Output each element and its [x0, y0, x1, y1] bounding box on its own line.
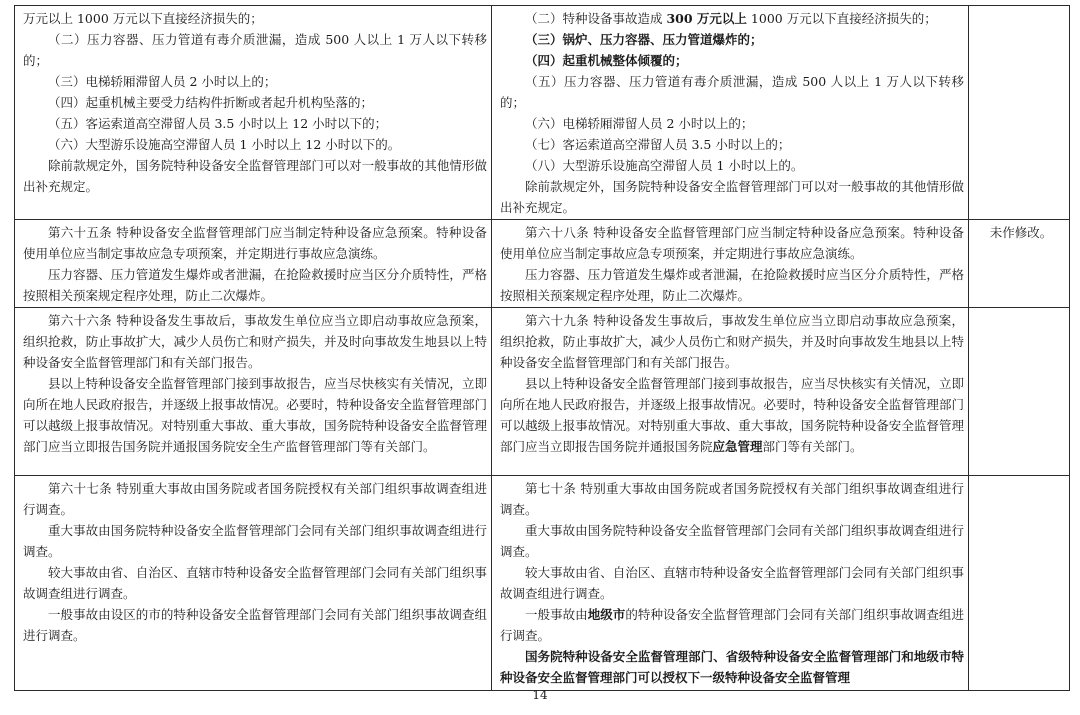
revised-text-cell: [492, 476, 969, 691]
original-paragraph: 较大事故由省、自治区、直辖市特种设备安全监督管理部门会同有关部门组织事故调查组进行调查。: [23, 565, 487, 601]
revised-paragraph: [500, 310, 964, 373]
original-text-cell: [15, 6, 492, 220]
original-text-cell: [15, 308, 492, 476]
original-paragraph: （四）起重机械主要受力结构件折断或者起升机构坠落的；: [48, 95, 374, 110]
revision-note-cell: [969, 308, 1070, 476]
original-paragraph: 第六十七条 特别重大事故由国务院或者国务院授权有关部门组织事故调查组进行调查。: [23, 481, 487, 517]
revised-paragraph: [500, 264, 964, 306]
text-run: 一般事故由: [525, 607, 588, 622]
text-run: 重大事故由国务院特种设备安全监督管理部门会同有关部门组织事故调查组进行调查。: [500, 523, 964, 559]
original-text-cell: [15, 476, 492, 691]
text-run: （五）压力容器、压力管道有毒介质泄漏，造成 500 人以上 1 万人以下转移的；: [500, 74, 964, 110]
revised-text-cell: [492, 220, 969, 308]
original-paragraph: 除前款规定外，国务院特种设备安全监督管理部门可以对一般事故的其他情形做出补充规定。: [23, 158, 487, 194]
revision-note-cell: 未作修改。: [969, 220, 1070, 308]
text-run: （六）电梯轿厢滞留人员 2 小时以上的；: [525, 116, 754, 131]
text-run: （七）客运索道高空滞留人员 3.5 小时以上的；: [525, 137, 791, 152]
original-paragraph: （六）大型游乐设施高空滞留人员 1 小时以上 12 小时以下的。: [48, 137, 401, 152]
original-paragraph: 第六十六条 特种设备发生事故后，事故发生单位应当立即启动事故应急预案，组织抢救，防止事故扩大，减少人员伤亡和财产损失，并及时向事故发生地县以上特种设备安全监督管理部门和有关部门报告。: [23, 313, 487, 370]
bold-change-run: 国务院特种设备安全监督管理部门、省级特种设备安全监督管理部门和地级市特种设备安全监督管理部门可以授权下一级特种设备安全监督管理: [500, 649, 964, 685]
revised-paragraph: [500, 373, 964, 457]
table-row: [15, 220, 1070, 308]
text-run: 县以上特种设备安全监督管理部门接到事故报告，应当尽快核实有关情况，立即向所在地人民政府报告，并逐级上报事故情况。必要时，特种设备安全监督管理部门可以越级上报事故情况。对特别重大事故、重大事故，国务院特种设备安全监督管理部门应当立即报告国务院并通报国务院: [500, 376, 964, 454]
revised-paragraph: [500, 176, 964, 218]
revised-paragraph: [500, 134, 964, 155]
revised-paragraph: [500, 562, 964, 604]
revised-paragraph: [500, 155, 964, 176]
revised-paragraph: [500, 604, 964, 646]
revision-note-cell: [969, 476, 1070, 691]
text-run: 第七十条 特别重大事故由国务院或者国务院授权有关部门组织事故调查组进行调查。: [500, 481, 964, 517]
revised-text-cell: [492, 308, 969, 476]
revised-paragraph: [500, 646, 964, 688]
revised-paragraph: [500, 29, 964, 50]
text-run: 部门等有关部门。: [762, 439, 863, 454]
original-paragraph: 县以上特种设备安全监督管理部门接到事故报告，应当尽快核实有关情况，立即向所在地人民政府报告，并逐级上报事故情况。必要时，特种设备安全监督管理部门可以越级上报事故情况。对特别重大事故、重大事故，国务院特种设备安全监督管理部门应当立即报告国务院并通报国务院安全生产监督管理部门等有关部门。: [23, 376, 487, 454]
text-run: 压力容器、压力管道发生爆炸或者泄漏，在抢险救援时应当区分介质特性，严格按照相关预案规定程序处理，防止二次爆炸。: [500, 267, 964, 303]
bold-change-run: 应急管理: [712, 439, 763, 454]
revised-paragraph: [500, 478, 964, 520]
text-run: （八）大型游乐设施高空滞留人员 1 小时以上的。: [525, 158, 804, 173]
revised-paragraph: [500, 222, 964, 264]
table-row: [15, 308, 1070, 476]
bold-change-run: 地级市: [587, 607, 626, 622]
revised-text-cell: [492, 6, 969, 220]
revision-note-cell: [969, 6, 1070, 220]
revised-paragraph: [500, 8, 964, 29]
text-run: 1000 万元以下直接经济损失的；: [746, 11, 937, 26]
original-text-cell: [15, 220, 492, 308]
comparison-table: [14, 5, 1070, 691]
revised-paragraph: [500, 50, 964, 71]
revised-paragraph: [500, 113, 964, 134]
text-run: 第六十九条 特种设备发生事故后，事故发生单位应当立即启动事故应急预案，组织抢救，防止事故扩大，减少人员伤亡和财产损失，并及时向事故发生地县以上特种设备安全监督管理部门和有关部门报告。: [500, 313, 964, 370]
comparison-table-body: [15, 6, 1070, 691]
revised-paragraph: [500, 71, 964, 113]
text-run: 第六十八条 特种设备安全监督管理部门应当制定特种设备应急预案。特种设备使用单位应当制定事故应急专项预案，并定期进行事故应急演练。: [500, 225, 964, 261]
table-row: [15, 6, 1070, 220]
revised-paragraph: [500, 520, 964, 562]
original-paragraph: 万元以上 1000 万元以下直接经济损失的；: [23, 11, 263, 26]
bold-change-run: （三）锅炉、压力容器、压力管道爆炸的；: [525, 32, 763, 47]
page-number: 14: [532, 688, 548, 702]
bold-change-run: 300 万元以上: [666, 11, 747, 26]
original-paragraph: （三）电梯轿厢滞留人员 2 小时以上的；: [48, 74, 277, 89]
original-paragraph: 第六十五条 特种设备安全监督管理部门应当制定特种设备应急预案。特种设备使用单位应当制定事故应急专项预案，并定期进行事故应急演练。: [23, 225, 487, 261]
original-paragraph: 一般事故由设区的市的特种设备安全监督管理部门会同有关部门组织事故调查组进行调查。: [23, 607, 487, 643]
table-row: [15, 476, 1070, 691]
original-paragraph: 压力容器、压力管道发生爆炸或者泄漏，在抢险救援时应当区分介质特性，严格按照相关预案规定程序处理，防止二次爆炸。: [23, 267, 487, 303]
original-paragraph: 重大事故由国务院特种设备安全监督管理部门会同有关部门组织事故调查组进行调查。: [23, 523, 487, 559]
bold-change-run: （四）起重机械整体倾覆的；: [525, 53, 688, 68]
original-paragraph: （二）压力容器、压力管道有毒介质泄漏，造成 500 人以上 1 万人以下转移的；: [23, 32, 487, 68]
text-run: 除前款规定外，国务院特种设备安全监督管理部门可以对一般事故的其他情形做出补充规定。: [500, 179, 964, 215]
text-run: （二）特种设备事故造成: [525, 11, 667, 26]
text-run: 较大事故由省、自治区、直辖市特种设备安全监督管理部门会同有关部门组织事故调查组进行调查。: [500, 565, 964, 601]
original-paragraph: （五）客运索道高空滞留人员 3.5 小时以上 12 小时以下的；: [48, 116, 388, 131]
text-run: 的特种设备安全监督管理部门会同有关部门组织事故调查组进行调查。: [500, 607, 964, 643]
